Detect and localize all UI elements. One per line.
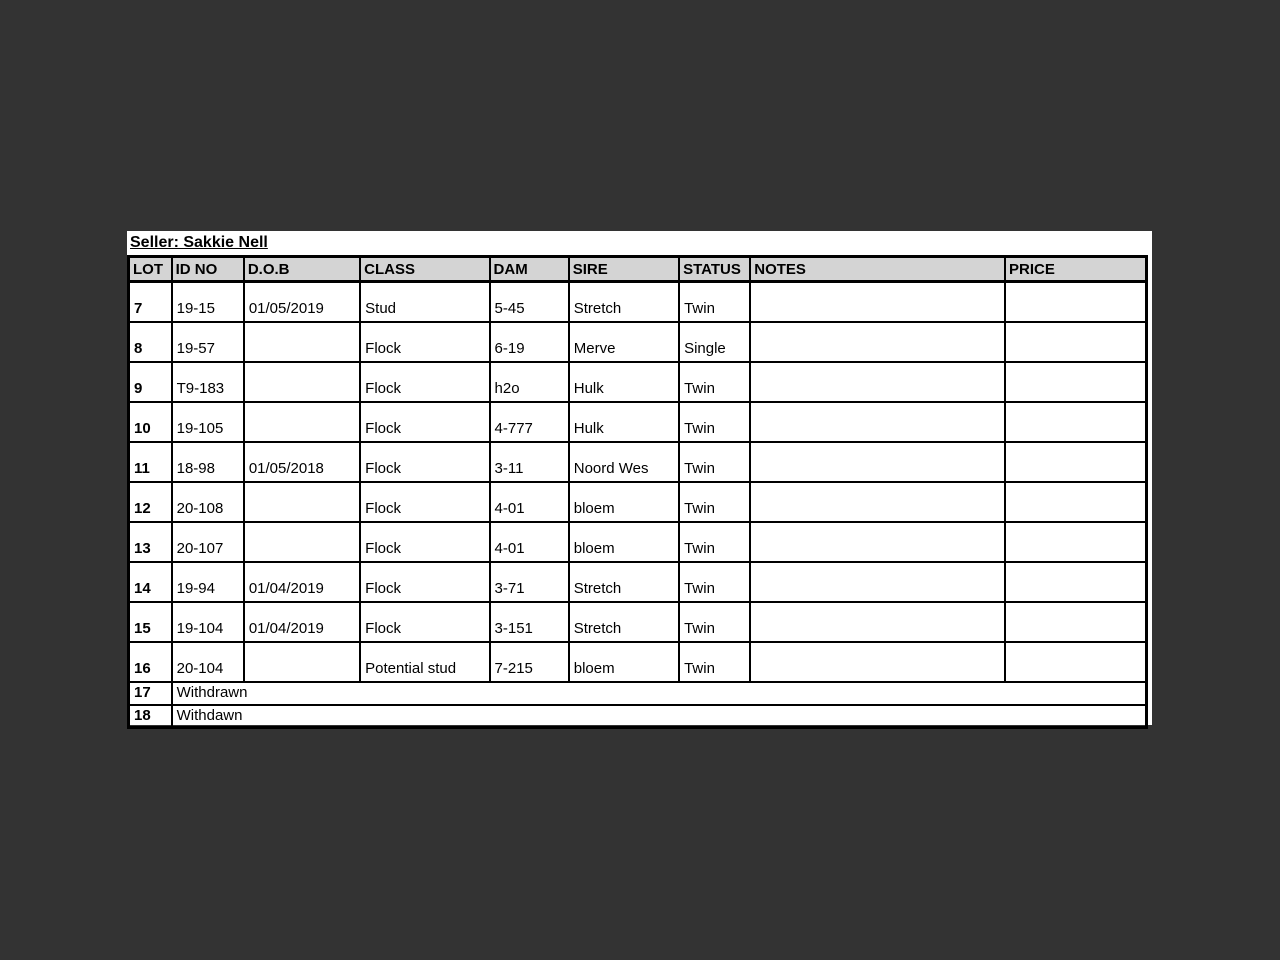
table-row-lot-13 bbox=[129, 522, 1147, 562]
sire-cell: Noord Wes bbox=[569, 442, 679, 482]
status-cell: Twin bbox=[679, 482, 750, 522]
dam-cell: 4-777 bbox=[490, 402, 569, 442]
sire-cell: Hulk bbox=[569, 402, 679, 442]
spreadsheet-sheet bbox=[127, 231, 1152, 725]
id-no-cell: 19-57 bbox=[172, 322, 244, 362]
notes-cell bbox=[750, 522, 1005, 562]
id-no-cell: 19-94 bbox=[172, 562, 244, 602]
table-body bbox=[129, 282, 1147, 728]
dam-cell: h2o bbox=[490, 362, 569, 402]
column-header-d-o-b: D.O.B bbox=[244, 257, 360, 282]
status-cell: Twin bbox=[679, 522, 750, 562]
status-cell: Twin bbox=[679, 402, 750, 442]
dam-cell: 3-71 bbox=[490, 562, 569, 602]
class-cell: Flock bbox=[360, 322, 489, 362]
id-no-cell: 18-98 bbox=[172, 442, 244, 482]
dob-cell bbox=[244, 402, 360, 442]
lot-cell: 8 bbox=[129, 322, 172, 362]
class-cell: Flock bbox=[360, 602, 489, 642]
column-header-price: PRICE bbox=[1005, 257, 1146, 282]
id-no-cell: 20-107 bbox=[172, 522, 244, 562]
class-cell: Flock bbox=[360, 522, 489, 562]
price-cell bbox=[1005, 562, 1146, 602]
table-row-lot-18 bbox=[129, 705, 1147, 728]
lot-cell: 10 bbox=[129, 402, 172, 442]
dam-cell: 3-151 bbox=[490, 602, 569, 642]
class-cell: Stud bbox=[360, 282, 489, 322]
class-cell: Flock bbox=[360, 362, 489, 402]
column-header-notes: NOTES bbox=[750, 257, 1005, 282]
seller-title: Seller: Sakkie Nell bbox=[130, 234, 268, 251]
lot-cell: 15 bbox=[129, 602, 172, 642]
dob-cell bbox=[244, 362, 360, 402]
price-cell bbox=[1005, 402, 1146, 442]
dam-cell: 5-45 bbox=[490, 282, 569, 322]
sire-cell: Merve bbox=[569, 322, 679, 362]
lot-cell: 14 bbox=[129, 562, 172, 602]
price-cell bbox=[1005, 322, 1146, 362]
sire-cell: Stretch bbox=[569, 562, 679, 602]
status-cell: Twin bbox=[679, 642, 750, 682]
price-cell bbox=[1005, 282, 1146, 322]
column-header-status: STATUS bbox=[679, 257, 750, 282]
price-cell bbox=[1005, 442, 1146, 482]
dam-cell: 4-01 bbox=[490, 522, 569, 562]
lot-cell: 11 bbox=[129, 442, 172, 482]
column-header-sire: SIRE bbox=[569, 257, 679, 282]
id-no-cell: 19-105 bbox=[172, 402, 244, 442]
lot-cell: 9 bbox=[129, 362, 172, 402]
id-no-cell: 19-104 bbox=[172, 602, 244, 642]
notes-cell bbox=[750, 402, 1005, 442]
id-no-cell: 19-15 bbox=[172, 282, 244, 322]
dob-cell: 01/04/2019 bbox=[244, 562, 360, 602]
notes-cell bbox=[750, 602, 1005, 642]
status-cell: Twin bbox=[679, 282, 750, 322]
status-cell: Twin bbox=[679, 562, 750, 602]
price-cell bbox=[1005, 522, 1146, 562]
status-cell: Twin bbox=[679, 442, 750, 482]
sire-cell: bloem bbox=[569, 522, 679, 562]
dob-cell bbox=[244, 322, 360, 362]
class-cell: Potential stud bbox=[360, 642, 489, 682]
table-row-lot-9 bbox=[129, 362, 1147, 402]
sire-cell: bloem bbox=[569, 642, 679, 682]
table-row-lot-12 bbox=[129, 482, 1147, 522]
lot-cell: 13 bbox=[129, 522, 172, 562]
notes-cell bbox=[750, 282, 1005, 322]
status-cell: Twin bbox=[679, 362, 750, 402]
dob-cell: 01/05/2019 bbox=[244, 282, 360, 322]
sire-cell: Hulk bbox=[569, 362, 679, 402]
id-no-cell: 20-104 bbox=[172, 642, 244, 682]
class-cell: Flock bbox=[360, 442, 489, 482]
table-row-lot-16 bbox=[129, 642, 1147, 682]
withdrawn-status-cell: Withdrawn bbox=[172, 682, 1147, 705]
column-header-id-no: ID NO bbox=[172, 257, 244, 282]
notes-cell bbox=[750, 322, 1005, 362]
dam-cell: 7-215 bbox=[490, 642, 569, 682]
lot-cell: 16 bbox=[129, 642, 172, 682]
sire-cell: bloem bbox=[569, 482, 679, 522]
dob-cell bbox=[244, 642, 360, 682]
price-cell bbox=[1005, 642, 1146, 682]
notes-cell bbox=[750, 442, 1005, 482]
dob-cell: 01/05/2018 bbox=[244, 442, 360, 482]
notes-cell bbox=[750, 562, 1005, 602]
sire-cell: Stretch bbox=[569, 602, 679, 642]
price-cell bbox=[1005, 602, 1146, 642]
column-header-dam: DAM bbox=[490, 257, 569, 282]
withdrawn-status-cell: Withdawn bbox=[172, 705, 1147, 728]
lot-cell: 12 bbox=[129, 482, 172, 522]
dob-cell bbox=[244, 522, 360, 562]
column-header-class: CLASS bbox=[360, 257, 489, 282]
notes-cell bbox=[750, 362, 1005, 402]
dob-cell bbox=[244, 482, 360, 522]
table-row-lot-10 bbox=[129, 402, 1147, 442]
dob-cell: 01/04/2019 bbox=[244, 602, 360, 642]
id-no-cell: 20-108 bbox=[172, 482, 244, 522]
table-row-lot-8 bbox=[129, 322, 1147, 362]
notes-cell bbox=[750, 642, 1005, 682]
dam-cell: 6-19 bbox=[490, 322, 569, 362]
notes-cell bbox=[750, 482, 1005, 522]
table-row-lot-14 bbox=[129, 562, 1147, 602]
lot-cell: 18 bbox=[129, 705, 172, 728]
dam-cell: 3-11 bbox=[490, 442, 569, 482]
lot-cell: 17 bbox=[129, 682, 172, 705]
price-cell bbox=[1005, 362, 1146, 402]
dam-cell: 4-01 bbox=[490, 482, 569, 522]
price-cell bbox=[1005, 482, 1146, 522]
lot-cell: 7 bbox=[129, 282, 172, 322]
status-cell: Twin bbox=[679, 602, 750, 642]
class-cell: Flock bbox=[360, 482, 489, 522]
table-row-lot-15 bbox=[129, 602, 1147, 642]
id-no-cell: T9-183 bbox=[172, 362, 244, 402]
table-row-lot-7 bbox=[129, 282, 1147, 322]
header-row bbox=[129, 257, 1147, 282]
table-row-lot-11 bbox=[129, 442, 1147, 482]
sire-cell: Stretch bbox=[569, 282, 679, 322]
column-header-lot: LOT bbox=[129, 257, 172, 282]
lot-table bbox=[127, 255, 1148, 729]
class-cell: Flock bbox=[360, 402, 489, 442]
table-row-lot-17 bbox=[129, 682, 1147, 705]
status-cell: Single bbox=[679, 322, 750, 362]
class-cell: Flock bbox=[360, 562, 489, 602]
